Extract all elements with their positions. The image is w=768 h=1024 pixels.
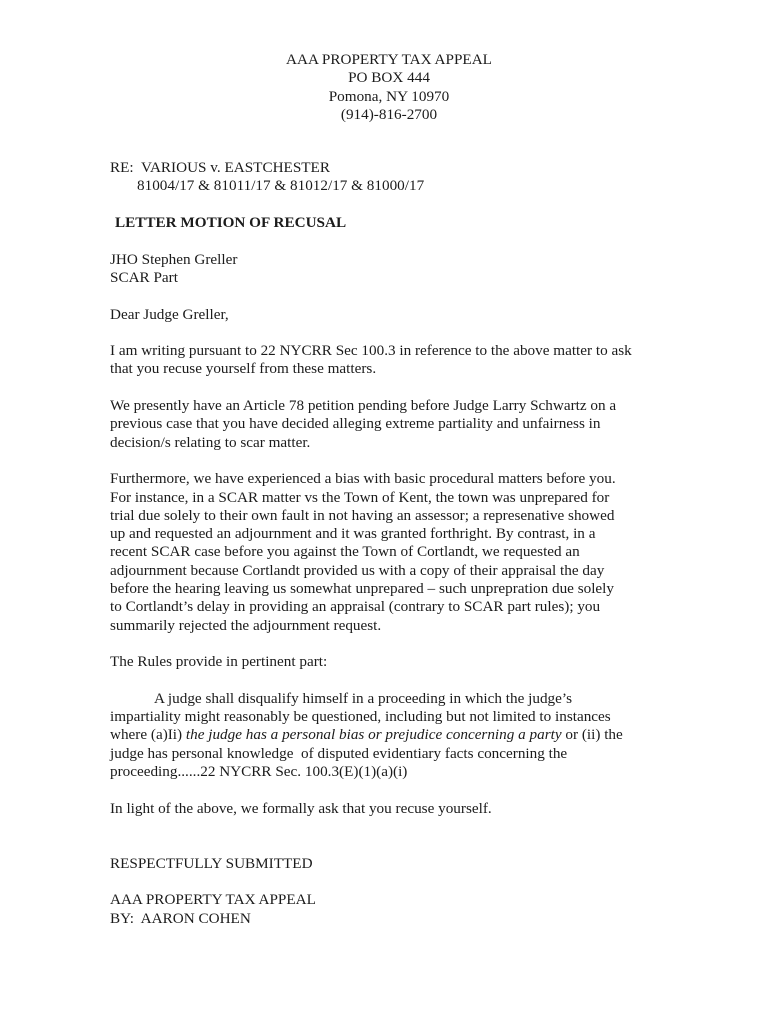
paragraph-3-line: summarily rejected the adjournment request. bbox=[110, 616, 382, 634]
salutation: Dear Judge Greller, bbox=[110, 305, 229, 323]
request-block bbox=[110, 800, 668, 818]
paragraph-2-line: We presently have an Article 78 petition pending before Judge Larry Schwartz on a bbox=[110, 397, 617, 415]
subject-line: LETTER MOTION OF RECUSAL bbox=[115, 214, 347, 232]
quote-line-2: impartiality might reasonably be questioned, including but not limited to instances bbox=[110, 708, 611, 726]
letterhead bbox=[110, 51, 668, 124]
rule-quote bbox=[110, 690, 668, 781]
letterhead-phone: (914)-816-2700 bbox=[340, 105, 438, 123]
quote-line-3-italic: the judge has a personal bias or prejudice concerning a party bbox=[185, 726, 562, 744]
re-caption: RE: VARIOUS v. EASTCHESTER bbox=[110, 159, 330, 177]
quote-line-3-prefix: where (a)Ii) bbox=[110, 726, 186, 744]
recipient-block bbox=[110, 251, 668, 288]
subject-block bbox=[110, 214, 668, 232]
paragraph-3-line: trial due solely to their own fault in not having an assessor; a represenative showed bbox=[110, 506, 615, 524]
paragraph-3-line: Furthermore, we have experienced a bias with basic procedural matters before you. bbox=[110, 470, 616, 488]
signature-block bbox=[110, 891, 668, 928]
quote-citation: proceeding......22 NYCRR Sec. 100.3(E)(1)(a)(i) bbox=[110, 762, 408, 780]
letterhead-po-box: PO BOX 444 bbox=[348, 69, 430, 87]
recusal-request: In light of the above, we formally ask that you recuse yourself. bbox=[110, 799, 492, 817]
re-block bbox=[110, 159, 668, 196]
quote-line-3 bbox=[110, 726, 668, 744]
paragraph-3-line: before the hearing leaving us somewhat unprepared – such unprepration due solely bbox=[110, 580, 614, 598]
re-case-numbers: 81004/17 & 81011/17 & 81012/17 & 81000/17 bbox=[137, 177, 425, 195]
letterhead-org: AAA PROPERTY TAX APPEAL bbox=[286, 51, 492, 68]
letterhead-city-state-zip: Pomona, NY 10970 bbox=[328, 87, 450, 105]
paragraph-2-line: decision/s relating to scar matter. bbox=[110, 433, 311, 451]
quote-line-4: judge has personal knowledge of disputed evidentiary facts concerning the bbox=[110, 744, 568, 762]
paragraph-3-line: to Cortlandt’s delay in providing an appraisal (contrary to SCAR part rules); you bbox=[110, 598, 601, 616]
paragraph-2 bbox=[110, 397, 668, 452]
recipient-name: JHO Stephen Greller bbox=[110, 250, 238, 268]
signature-by-line: BY: AARON COHEN bbox=[110, 909, 251, 927]
paragraph-1-line: I am writing pursuant to 22 NYCRR Sec 100.3 in reference to the above matter to ask bbox=[110, 342, 632, 360]
paragraph-3-line: recent SCAR case before you against the Town of Cortlandt, we requested an bbox=[110, 543, 580, 561]
closing: RESPECTFULLY SUBMITTED bbox=[110, 854, 313, 872]
paragraph-2-line: previous case that you have decided alleging extreme partiality and unfairness in bbox=[110, 415, 601, 433]
signature-org: AAA PROPERTY TAX APPEAL bbox=[110, 891, 316, 909]
paragraph-1 bbox=[110, 342, 668, 379]
quote-line-1: A judge shall disqualify himself in a proceeding in which the judge’s bbox=[154, 689, 572, 707]
paragraph-3-line: For instance, in a SCAR matter vs the Town of Kent, the town was unprepared for bbox=[110, 488, 610, 506]
paragraph-3 bbox=[110, 470, 668, 635]
recipient-part: SCAR Part bbox=[110, 268, 178, 286]
rules-intro-block bbox=[110, 653, 668, 671]
closing-block bbox=[110, 855, 668, 873]
paragraph-3-line: up and requested an adjournment and it was granted forthright. By contrast, in a bbox=[110, 525, 596, 543]
paragraph-1-line: that you recuse yourself from these matters. bbox=[110, 360, 377, 378]
rules-intro: The Rules provide in pertinent part: bbox=[110, 653, 328, 671]
quote-line-3-suffix: or (ii) the bbox=[561, 726, 623, 744]
paragraph-3-line: adjournment because Cortlandt provided us with a copy of their appraisal the day bbox=[110, 561, 605, 579]
salutation-block bbox=[110, 306, 668, 324]
